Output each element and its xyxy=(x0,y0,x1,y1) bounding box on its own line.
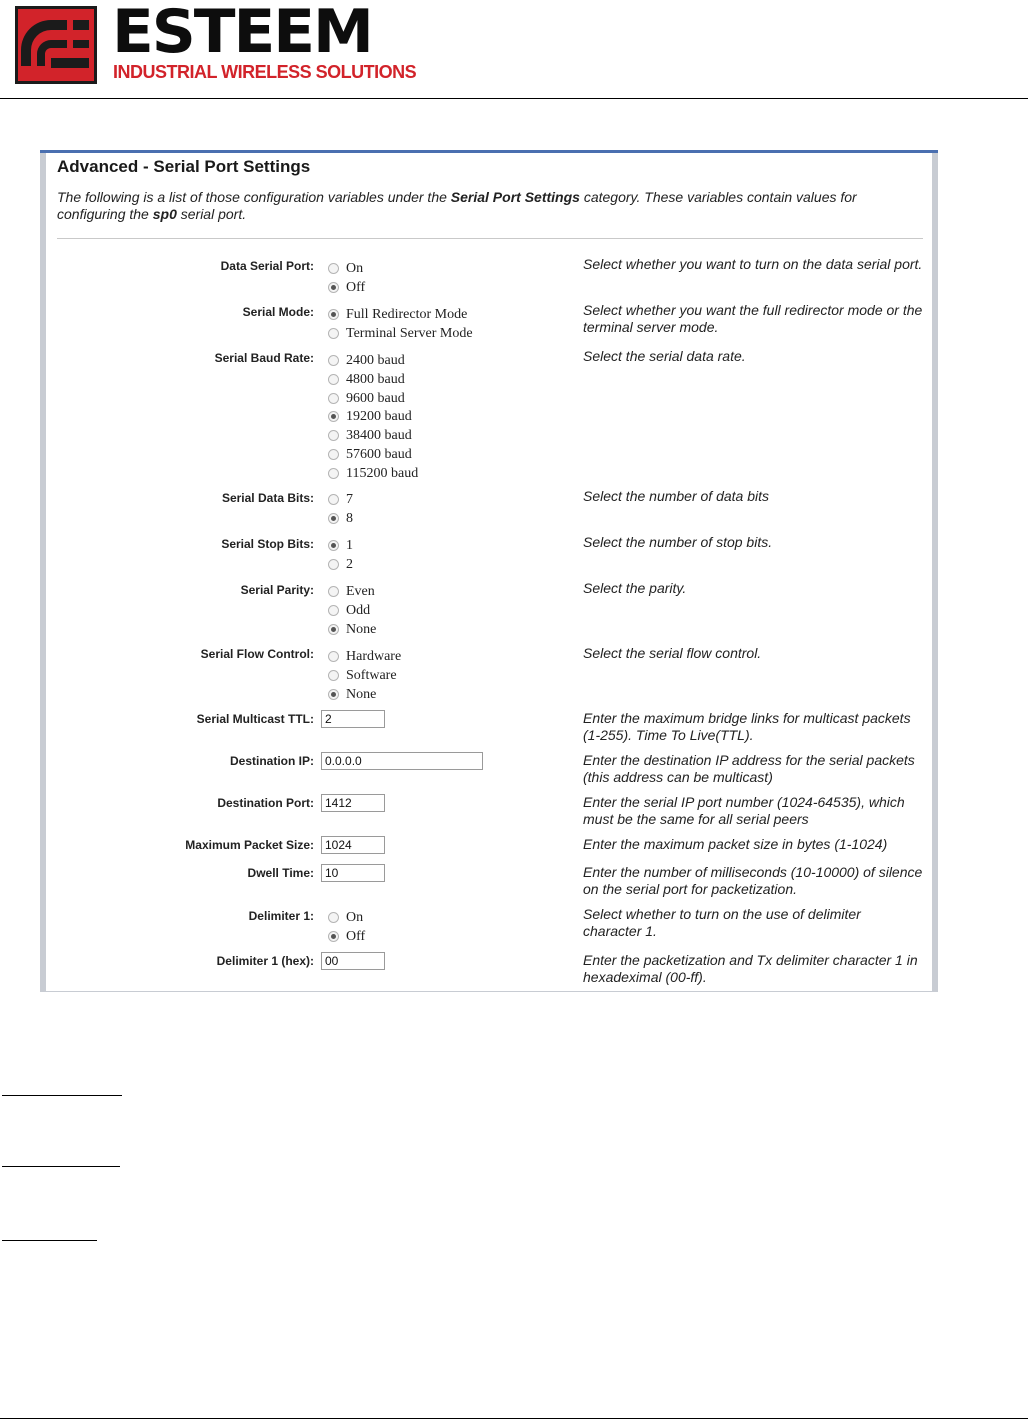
delimiter-1-hex-help: Enter the packetization and Tx delimiter character 1 in hexadeximal (00-ff). xyxy=(583,952,918,985)
radio-icon[interactable] xyxy=(328,624,339,635)
delimiter-1-hex-input[interactable] xyxy=(321,952,385,970)
baud-rate-label: Serial Baud Rate: xyxy=(214,351,314,365)
stop-bits-label: Serial Stop Bits: xyxy=(221,537,314,551)
max-packet-size-input[interactable] xyxy=(321,836,385,854)
radio-icon[interactable] xyxy=(328,605,339,616)
panel-body: Advanced - Serial Port Settings The following is a list of those configuration variables under the Serial Port Settings category. These variables contain values for configuring the sp0 serial port. Data Serial Port: On Off Select whether you want to turn on the data serial port. Serial Mode: Full Redirector Mode Terminal Server Mode Select whether you want the full redirector mode or the terminal server mode. Serial Baud Rate: 2400 baud 4800 baud 9600 baud 19200 baud 38400 baud 57600 baud 115200 baud Select the serial data rate. Serial Data Bits: 7 8 Select the number of data bits Serial Stop Bits: 1 2 Select the number of stop bits. Serial Parity: Even Odd None Select the parity. Serial Flow Control: Hardware Software None Select the serial flow control. Serial Multicast TTL: 2 Enter the maximum bridge links for multicast packets (1-255). Time To Live(TTL). Destination IP: 0.0.0.0 Enter the destination IP address for the serial packets (this address can be multicast) Destination Port: 1412 Enter the serial IP port number (1024-64535), which must be the same for all serial peers Maximum Packet Size: 1024 Enter the maximum packet size in bytes (1-1024) Dwell Time: 10 Enter the number of milliseconds (10-10000) of silence on the serial port for packetization. Delimiter 1: On Off Select whether to turn on the use of delimiter character 1. Delimiter 1 (hex): 00 Enter the packetization and Tx delimiter character 1 in hexadeximal (00-ff). xyxy=(46,153,932,991)
parity-help: Select the parity. xyxy=(583,580,687,596)
header-divider xyxy=(0,98,1028,99)
page-header xyxy=(0,0,1028,98)
parity-label: Serial Parity: xyxy=(240,583,314,597)
serial-mode-label: Serial Mode: xyxy=(242,305,314,319)
radio-icon[interactable] xyxy=(328,309,339,320)
radio-icon[interactable] xyxy=(328,651,339,662)
multicast-ttl-input[interactable] xyxy=(321,710,385,728)
serial-port-settings-panel xyxy=(40,150,938,992)
radio-icon[interactable] xyxy=(328,513,339,524)
multicast-ttl-label: Serial Multicast TTL: xyxy=(196,712,314,726)
radio-icon[interactable] xyxy=(328,449,339,460)
multicast-ttl-help: Enter the maximum bridge links for multicast packets (1-255). Time To Live(TTL). xyxy=(583,710,911,743)
destination-ip-input[interactable] xyxy=(321,752,483,770)
radio-icon[interactable] xyxy=(328,586,339,597)
dwell-time-input[interactable] xyxy=(321,864,385,882)
heading-underline xyxy=(2,1166,120,1167)
radio-icon[interactable] xyxy=(328,282,339,293)
brand-name: ESTEEM xyxy=(112,0,372,67)
data-bits-label: Serial Data Bits: xyxy=(221,491,314,505)
destination-port-input[interactable] xyxy=(321,794,385,812)
baud-rate-help: Select the serial data rate. xyxy=(583,348,746,364)
radio-icon[interactable] xyxy=(328,494,339,505)
stop-bits-help: Select the number of stop bits. xyxy=(583,534,773,550)
data-serial-port-help: Select whether you want to turn on the data serial port. xyxy=(583,256,923,272)
radio-icon[interactable] xyxy=(328,468,339,479)
max-packet-size-help: Enter the maximum packet size in bytes (1-1024) xyxy=(583,836,888,852)
max-packet-size-label: Maximum Packet Size: xyxy=(185,838,314,852)
brand-tagline: INDUSTRIAL WIRELESS SOLUTIONS xyxy=(113,62,417,82)
destination-ip-label: Destination IP: xyxy=(229,754,314,768)
data-bits-help: Select the number of data bits xyxy=(583,488,769,504)
radio-icon[interactable] xyxy=(328,540,339,551)
panel-description: The following is a list of those configuration variables under the Serial Port Settings category. These variables contain values for configuring the sp0 serial port. xyxy=(57,189,857,222)
delimiter-1-label: Delimiter 1: xyxy=(248,909,314,923)
radio-icon[interactable] xyxy=(328,328,339,339)
data-serial-port-label: Data Serial Port: xyxy=(220,259,314,273)
heading-underline xyxy=(2,1240,97,1241)
delimiter-1-hex-label: Delimiter 1 (hex): xyxy=(216,954,314,968)
radio-icon[interactable] xyxy=(328,430,339,441)
radio-icon[interactable] xyxy=(328,931,339,942)
radio-icon[interactable] xyxy=(328,411,339,422)
serial-mode-help: Select whether you want the full redirector mode or the terminal server mode. xyxy=(583,302,923,335)
esteem-logo-icon xyxy=(15,6,97,84)
destination-port-help: Enter the serial IP port number (1024-64535), which must be the same for all serial peers xyxy=(583,794,905,827)
radio-icon[interactable] xyxy=(328,689,339,700)
destination-ip-help: Enter the destination IP address for the serial packets (this address can be multicast) xyxy=(583,752,915,785)
radio-icon[interactable] xyxy=(328,355,339,366)
radio-icon[interactable] xyxy=(328,559,339,570)
flow-control-label: Serial Flow Control: xyxy=(200,647,314,661)
panel-divider xyxy=(57,238,923,239)
panel-title: Advanced - Serial Port Settings xyxy=(57,157,311,176)
radio-icon[interactable] xyxy=(328,670,339,681)
destination-port-label: Destination Port: xyxy=(217,796,314,810)
dwell-time-label: Dwell Time: xyxy=(247,866,314,880)
flow-control-help: Select the serial flow control. xyxy=(583,645,762,661)
heading-underline xyxy=(2,1095,122,1096)
footer-divider xyxy=(0,1418,1028,1419)
dwell-time-help: Enter the number of milliseconds (10-10000) of silence on the serial port for packetization. xyxy=(583,864,923,897)
radio-icon[interactable] xyxy=(328,374,339,385)
radio-icon[interactable] xyxy=(328,912,339,923)
delimiter-1-help: Select whether to turn on the use of delimiter character 1. xyxy=(583,906,861,939)
radio-icon[interactable] xyxy=(328,393,339,404)
radio-icon[interactable] xyxy=(328,263,339,274)
